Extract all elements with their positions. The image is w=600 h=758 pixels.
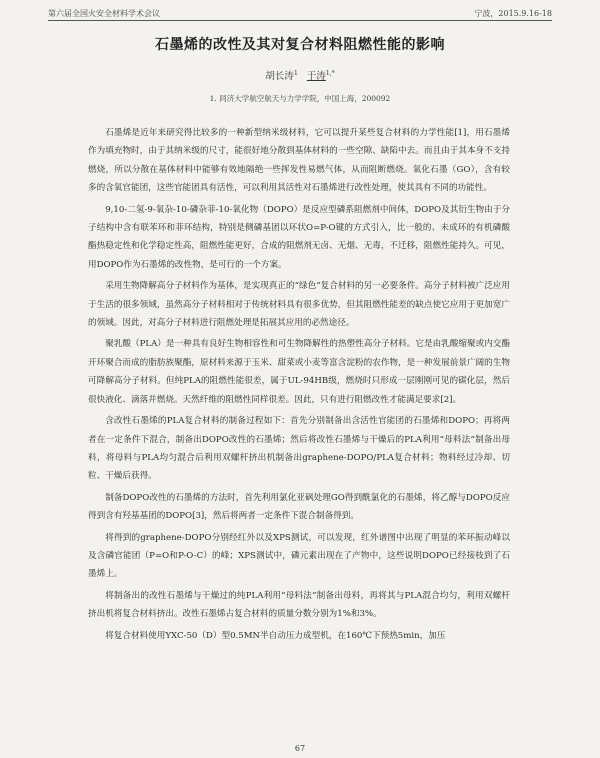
paragraph: 将制备出的改性石墨烯与干燥过的纯PLA利用“母料法”制备出母料，再将其与PLA混合均匀，利用双螺杆挤出机将复合材料挤出。改性石墨烯占复合材料的质量分数分别为1%和3%。	[88, 590, 510, 620]
body-text	[88, 124, 510, 648]
author-line	[0, 68, 600, 82]
paragraph: 将得到的graphene-DOPO分别经红外以及XPS测试，可以发现，红外谱图中出现了明显的苯环振动峰以及含磷官能团（P=O和P-O-C）的峰；XPS测试中，磷元素出现在了产物中，这些说明DOPO已经接枝到了石墨烯上。	[88, 532, 510, 580]
paragraph: 将复合材料使用YXC-50（D）型0.5MN半自动压力成型机，在160℃下预热5min，加压	[105, 630, 446, 641]
paragraph: 石墨烯是近年来研究得比较多的一种新型纳米级材料，它可以提升某些复合材料的力学性能[1]，用石墨烯作为填充物时，由于其纳米级的尺寸，能很好地分散到基体材料的一些空隙、缺陷中去。而且由于其本身不支持燃烧，所以分散在基体材料中能够有效地隔绝一些挥发性易燃气体，从而阻断燃烧。氧化石墨（GO），含有较多的含氧官能团，这些官能团具有活性，可以利用其活性对石墨烯进行改性处理，使其具有不同的功能性。	[88, 128, 510, 194]
running-header	[48, 6, 552, 21]
paper-title: 石墨烯的改性及其对复合材料阻燃性能的影响	[155, 37, 445, 53]
affiliation: 1. 同济大学航空航天与力学学院，中国上海，200092	[209, 94, 391, 103]
header-location-date: 宁波，2015.9.16-18	[474, 8, 552, 18]
paragraph: 9,10-二氢-9-氧杂-10-磷杂菲-10-氧化物（DOPO）是反应型磷系阻燃剂中间体，DOPO及其衍生物由于分子结构中含有联苯环和菲环结构，特别是侧磷基团以环状O=P-O键的方式引入，比一般的、未成环的有机磷酸酯热稳定性和化学稳定性高，阻燃性能更好，合成的阻燃剂无卤、无烟、无毒，不迁移，阻燃性能持久。可见，用DOPO作为石墨烯的改性物，是可行的一个方案。	[88, 204, 510, 270]
paragraph: 含改性石墨烯的PLA复合材料的制备过程如下：首先分别制备出含活性官能团的石墨烯和DOPO；再将两者在一定条件下混合，制备出DOPO改性的石墨烯；然后将改性石墨烯与干燥后的PLA利用“母料法”制备出母料，将母料与PLA均匀混合后利用双螺杆挤出机制备出graphene-DOPO/PLA复合材料；物料经过冷却、切粒、干燥后获得。	[88, 416, 510, 482]
corresponding-author-mark: 1,*	[325, 69, 335, 77]
paragraph: 制备DOPO改性的石墨烯的方法时，首先利用氯化亚砜处理GO得到酰氯化的石墨烯，将乙醇与DOPO反应得到含有羟基基团的DOPO[3]，然后将两者一定条件下混合制备得到。	[88, 492, 510, 522]
corresponding-author-name: 于涛	[306, 71, 326, 82]
author-name: 胡长涛	[265, 71, 294, 82]
header-conference: 第六届全国火安全材料学术会议	[48, 8, 160, 18]
paragraph: 采用生物降解高分子材料作为基体，是实现真正的“绿色”复合材料的另一必要条件。高分子材料被广泛应用于生活的很多领域，虽然高分子材料相对于传统材料具有很多优势，但其阻燃性能差的缺点使它应用于更加宽广的领域。因此，对高分子材料进行阻燃处理是拓展其应用的必然途径。	[88, 281, 510, 329]
paragraph: 聚乳酸（PLA）是一种具有良好生物相容性和可生物降解性的热塑性高分子材料。它是由乳酸缩聚或内交酯开环聚合而成的脂肪族聚酯，原材料来源于玉米、甜菜或小麦等富含淀粉的农作物，是一种发展前景广阔的生物可降解高分子材料。但纯PLA的阻燃性能很差，属于UL-94HB级，燃烧时只形成一层刚刚可见的碳化层，然后很快液化、滴落并燃烧。天然纤维的阻燃性同样很差。因此，只有进行阻燃改性才能满足要求[2]。	[88, 339, 510, 405]
author-affiliation-mark: 1	[293, 69, 298, 77]
page-number: 67	[294, 744, 306, 753]
